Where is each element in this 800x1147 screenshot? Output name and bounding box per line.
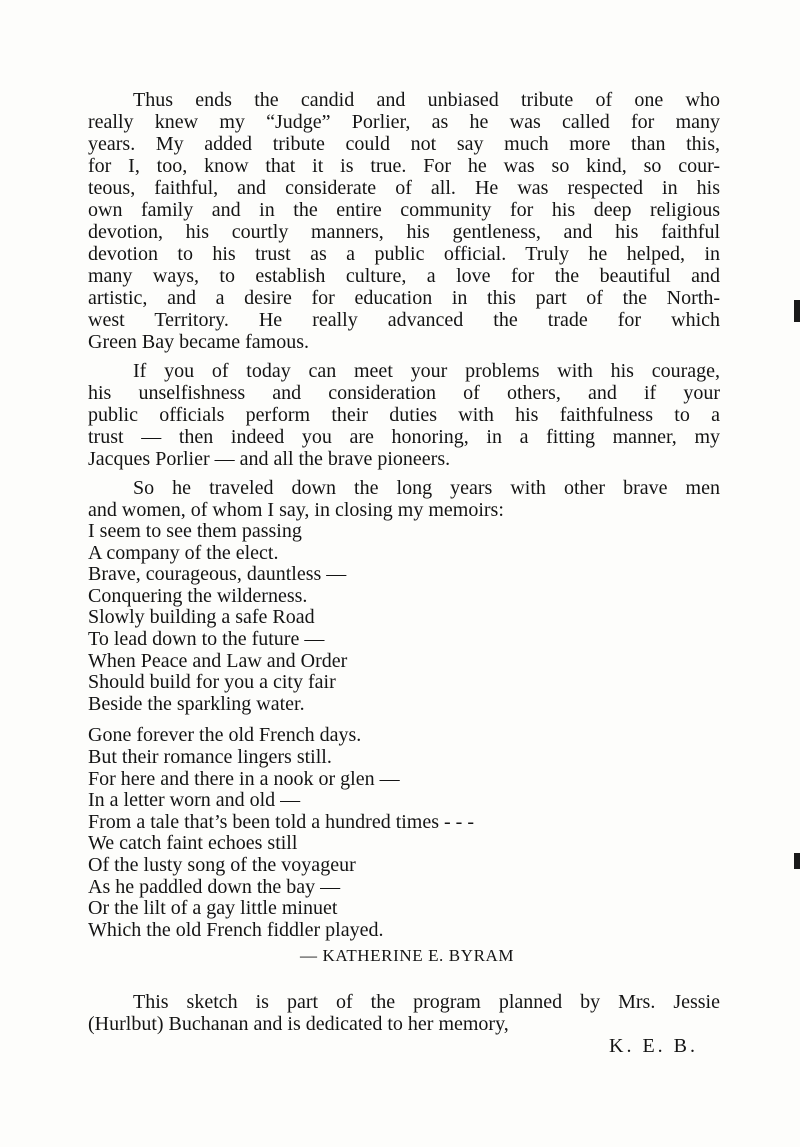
author-signature: — KATHERINE E. BYRAM <box>300 946 515 966</box>
text-line: own family and in the entire community for his deep religious <box>88 199 720 221</box>
poem-line: From a tale that’s been told a hundred times - - - <box>88 810 475 833</box>
poem-line: Should build for you a city fair <box>88 671 336 694</box>
poem-line: But their romance lingers still. <box>88 745 332 768</box>
scan-edge-mark <box>794 853 800 869</box>
text-line: Green Bay became famous. <box>88 331 310 353</box>
poem-line: As he paddled down the bay — <box>88 875 341 898</box>
poem-line: For here and there in a nook or glen — <box>88 767 400 790</box>
text-line: (Hurlbut) Buchanan and is dedicated to her memory, <box>88 1013 509 1036</box>
dedication-paragraph <box>88 991 720 1035</box>
text-line: This sketch is part of the program planned by Mrs. Jessie <box>133 991 720 1014</box>
text-line: really knew my “Judge” Porlier, as he was called for many <box>88 111 720 133</box>
poem-line: Beside the sparkling water. <box>88 692 305 715</box>
poem-line: To lead down to the future — <box>88 627 325 650</box>
text-line: west Territory. He really advanced the trade for which <box>88 309 720 331</box>
text-line: teous, faithful, and considerate of all. He was respected in his <box>88 177 720 199</box>
text-line: artistic, and a desire for education in this part of the North- <box>88 287 720 309</box>
text-line: If you of today can meet your problems with his courage, <box>133 360 720 382</box>
poem-line: A company of the elect. <box>88 541 279 564</box>
text-line: for I, too, know that it is true. For he was so kind, so cour- <box>88 155 720 177</box>
courage-paragraph <box>88 360 720 470</box>
text-line: Jacques Porlier — and all the brave pioneers. <box>88 448 451 470</box>
text-line: years. My added tribute could not say much more than this, <box>88 133 720 155</box>
text-line: devotion to his trust as a public official. Truly he helped, in <box>88 243 720 265</box>
author-initials: K. E. B. <box>609 1035 698 1058</box>
poem-stanza-2 <box>88 725 720 941</box>
tribute-paragraph <box>88 89 720 353</box>
poem-line: Conquering the wilderness. <box>88 584 308 607</box>
text-line: trust — then indeed you are honoring, in a fitting manner, my <box>88 426 720 448</box>
poem-line: Or the lilt of a gay little minuet <box>88 897 338 920</box>
poem-line: We catch faint echoes still <box>88 832 298 855</box>
poem-line: Of the lusty song of the voyageur <box>88 853 356 876</box>
document-page <box>88 89 720 1057</box>
poem-line: When Peace and Law and Order <box>88 649 348 672</box>
closing-paragraph <box>88 477 720 521</box>
poem-line: Gone forever the old French days. <box>88 724 362 747</box>
text-line: Thus ends the candid and unbiased tribute of one who <box>133 89 720 111</box>
poem-line: In a letter worn and old — <box>88 789 301 812</box>
poem-line: Brave, courageous, dauntless — <box>88 563 347 586</box>
poem-stanza-1 <box>88 521 720 715</box>
text-line: his unselfishness and consideration of others, and if your <box>88 382 720 404</box>
poem-line: Slowly building a safe Road <box>88 606 315 629</box>
scan-edge-mark <box>794 300 800 322</box>
text-line: and women, of whom I say, in closing my memoirs: <box>88 499 504 521</box>
poem-line: Which the old French fiddler played. <box>88 918 384 941</box>
text-line: devotion, his courtly manners, his gentleness, and his faithful <box>88 221 720 243</box>
text-line: public officials perform their duties with his faithfulness to a <box>88 404 720 426</box>
text-line: So he traveled down the long years with other brave men <box>133 477 720 499</box>
text-line: many ways, to establish culture, a love for the beautiful and <box>88 265 720 287</box>
poem-line: I seem to see them passing <box>88 520 302 542</box>
